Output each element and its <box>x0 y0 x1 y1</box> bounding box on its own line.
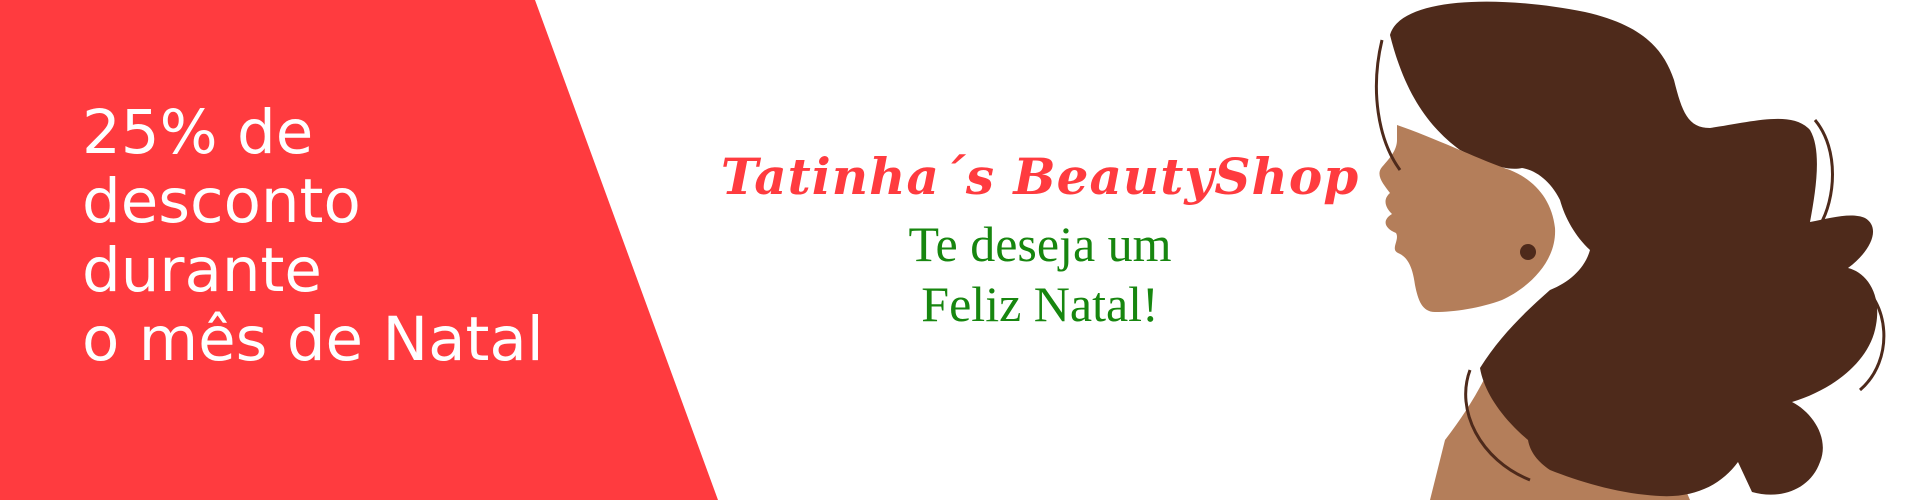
earring-dot <box>1520 244 1536 260</box>
woman-silhouette-icon <box>1360 0 1920 500</box>
brand-block <box>720 146 1360 334</box>
promo-line-4: o mês de Natal <box>82 304 544 375</box>
greeting-line-2: Feliz Natal! <box>921 276 1159 332</box>
greeting-line-1: Te deseja um <box>908 216 1172 272</box>
promo-text <box>82 98 544 374</box>
greeting <box>720 214 1360 334</box>
promo-line-3: durante <box>82 235 322 306</box>
promo-line-1: 25% de <box>82 97 314 168</box>
brand-name: Tatinha´s BeautyShop <box>720 147 1360 206</box>
hair-curl-back <box>1815 120 1833 225</box>
promo-line-2: desconto <box>82 166 361 237</box>
